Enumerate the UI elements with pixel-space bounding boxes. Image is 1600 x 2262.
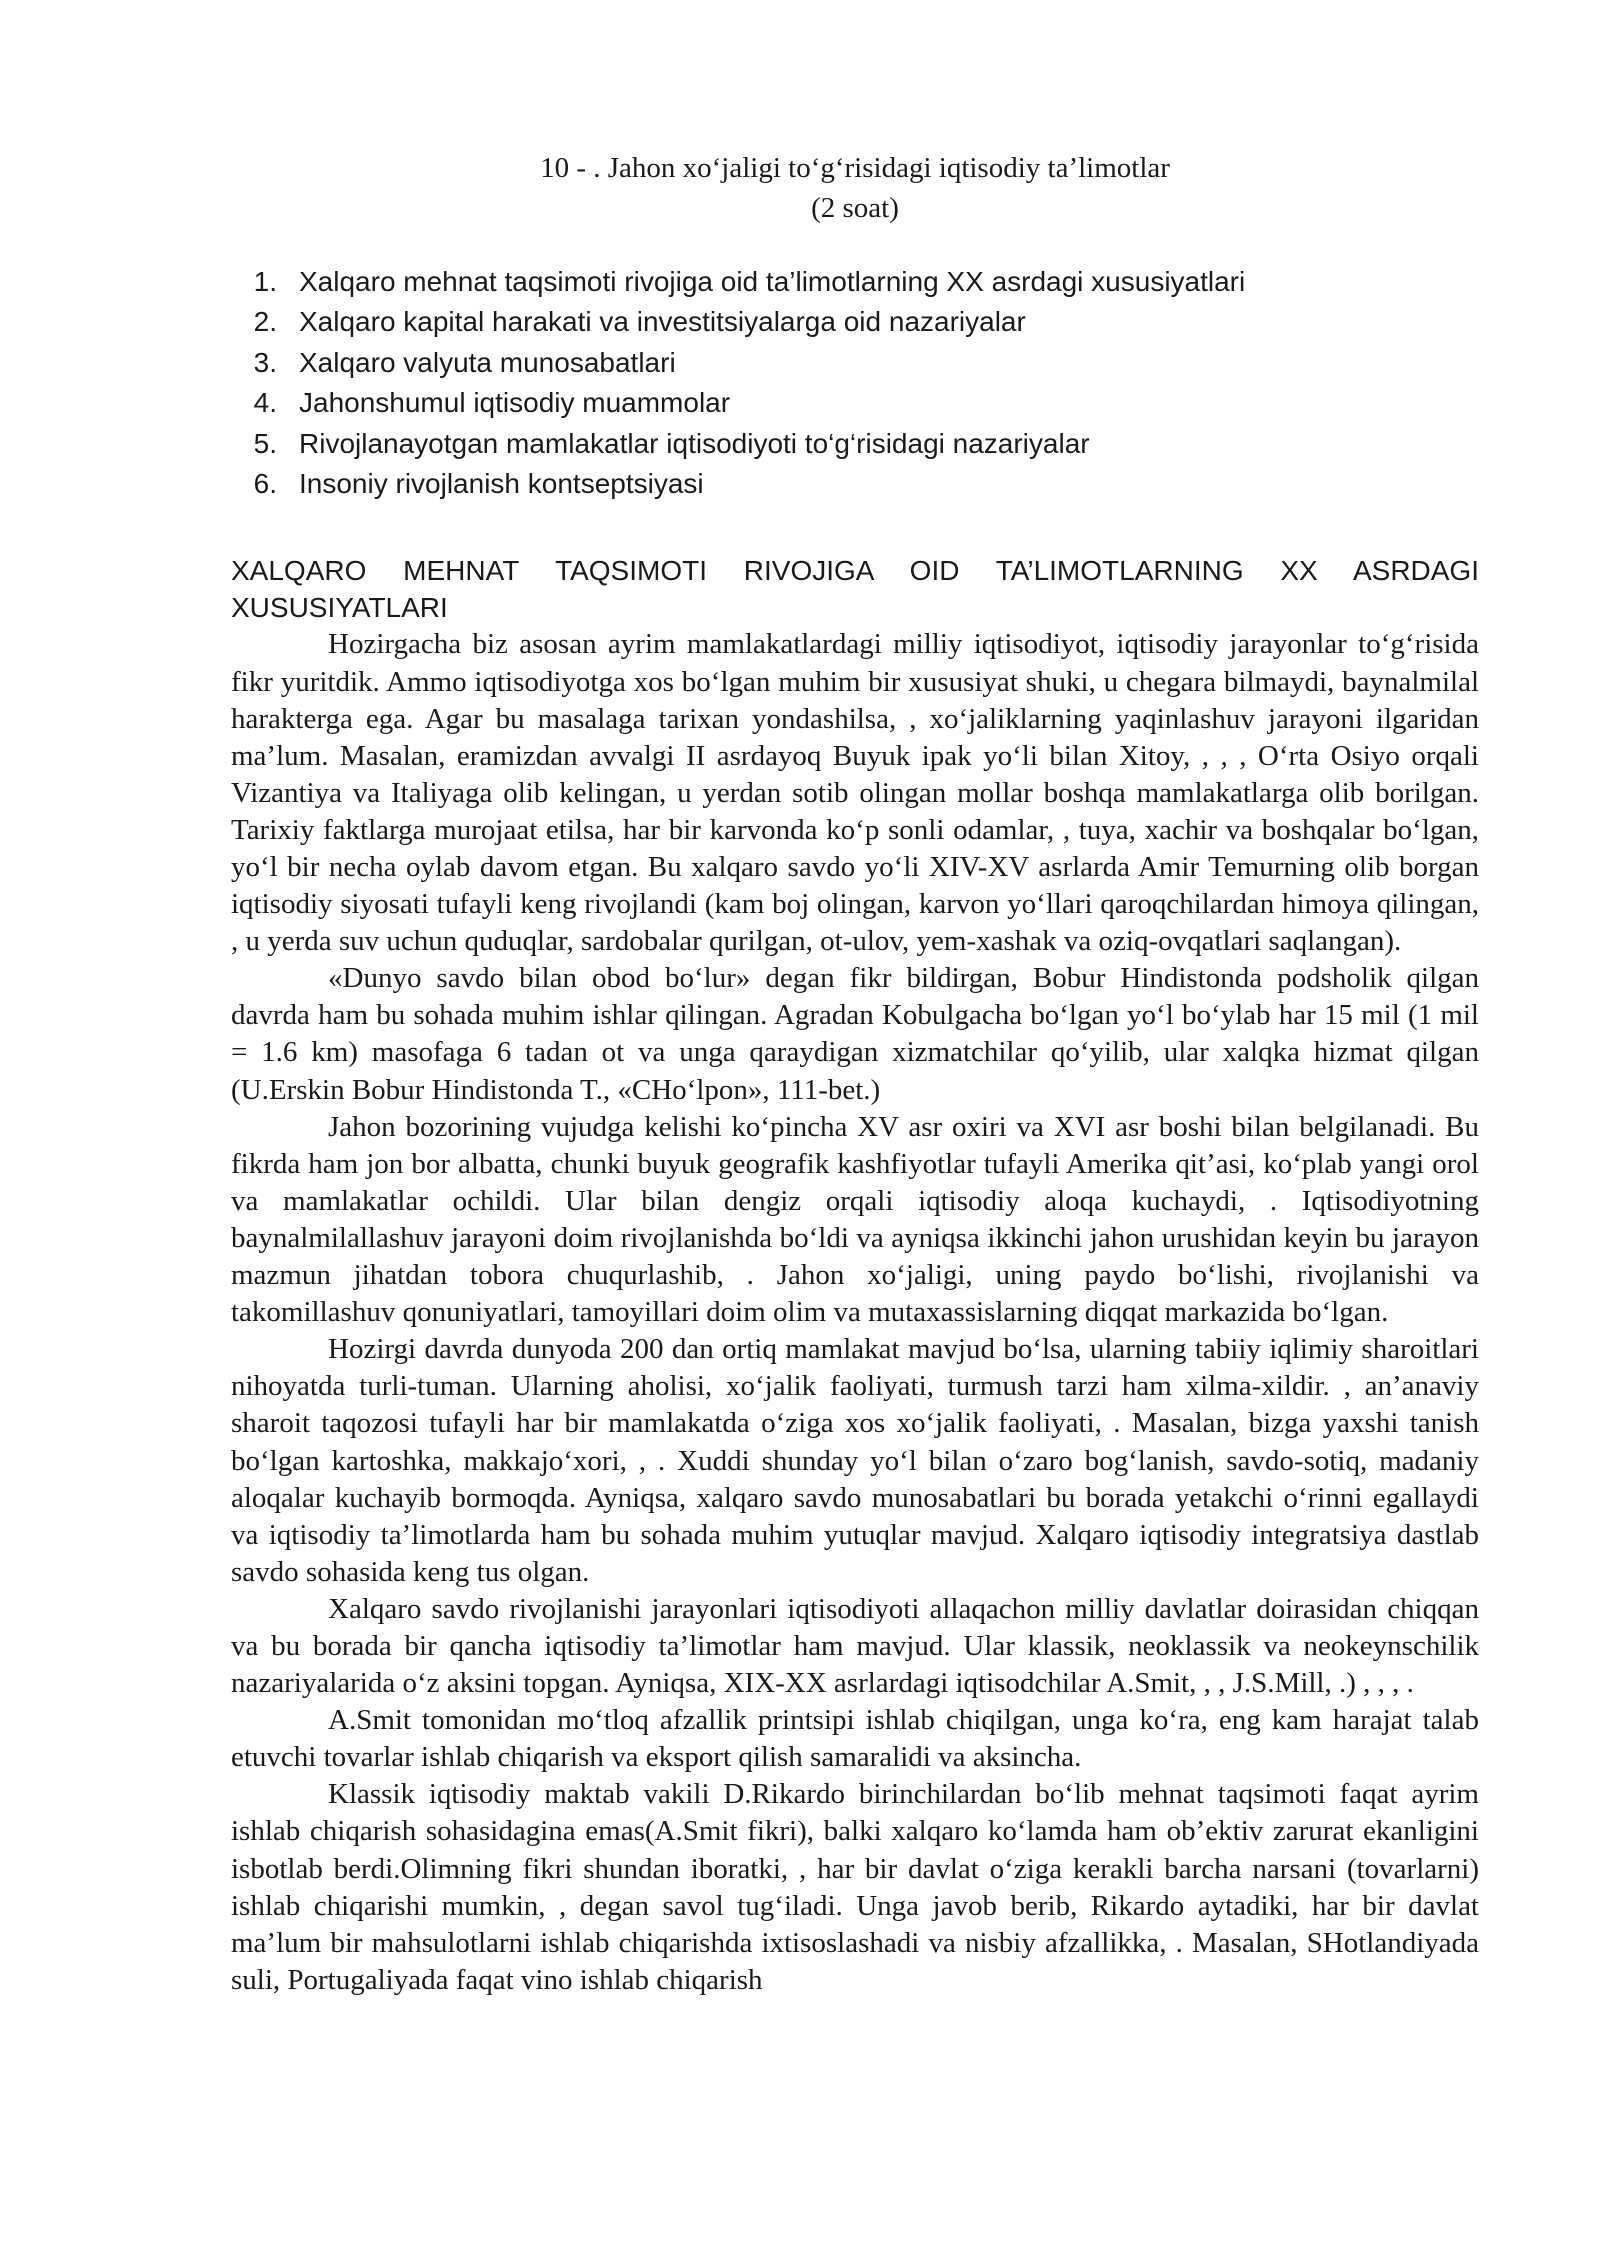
topic-list-item [231,262,1479,302]
topic-label: Xalqaro kapital harakati va investitsiyalarga oid nazariyalar [299,306,1026,338]
document-page [231,148,1479,1999]
document-subtitle: (2 soat) [811,192,899,224]
topic-label: Xalqaro valyuta munosabatlari [299,346,676,378]
body-paragraph: Hozirgacha biz asosan ayrim mamlakatlardagi milliy iqtisodiyot, iqtisodiy jarayonlar to‘g‘risida fikr yuritdik. Ammo iqtisodiyotga xos bo‘lgan muhim bir xususiyat shuki, u chegara bilmaydi, baynalmilal harakterga ega. Agar bu masalaga tarixan yondashilsa, , xo‘jaliklarning yaqinlashuv jarayoni ilgaridan ma’lum. Masalan, eramizdan avvalgi II asrdayoq Buyuk ipak yo‘li bilan Xitoy, , , , O‘rta Osiyo orqali Vizantiya va Italiyaga olib kelingan, u yerdan sotib olingan mollar boshqa mamlakatlarga olib borilgan. Tarixiy faktlarga murojaat etilsa, har bir karvonda ko‘p sonli odamlar, , tuya, xachir va boshqalar bo‘lgan, yo‘l bir necha oylab davom etgan. Bu xalqaro savdo yo‘li XIV-XV asrlarda Amir Temurning olib borgan iqtisodiy siyosati tufayli keng rivojlandi (kam boj olingan, karvon yo‘llari qaroqchilardan himoya qilingan, , u yerda suv uchun quduqlar, sardobalar qurilgan, ot-ulov, yem-xashak va oziq-ovqatlari saqlangan). [231,628,1479,958]
body-paragraph: Jahon bozorining vujudga kelishi ko‘pincha XV asr oxiri va XVI asr boshi bilan belgilanadi. Bu fikrda ham jon bor albatta, chunki buyuk geografik kashfiyotlar tufayli Amerika qit’asi, ko‘plab yangi orol va mamlakatlar ochildi. Ular bilan dengiz orqali iqtisodiy aloqa kuchaydi, . Iqtisodiyotning baynalmilallashuv jarayoni doim rivojlanishda bo‘ldi va ayniqsa ikkinchi jahon urushidan keyin bu jarayon mazmun jihatdan tobora chuqurlashib, . Jahon xo‘jaligi, uning paydo bo‘lishi, rivojlanishi va takomillashuv qonuniyatlari, tamoyillari doim olim va mutaxassislarning diqqat markazida bo‘lgan. [231,1110,1479,1329]
topic-list-item [231,383,1479,423]
topic-number: 6. [253,468,277,500]
topic-number: 4. [253,387,277,419]
body-paragraph: A.Smit tomonidan mo‘tloq afzallik printsipi ishlab chiqilgan, unga ko‘ra, eng kam harajat talab etuvchi tovarlar ishlab chiqarish va eksport qilish samaralidi va aksincha. [231,1704,1479,1774]
topic-list-item [231,424,1479,464]
document-title: 10 - . Jahon xo‘jaligi to‘g‘risidagi iqtisodiy ta’limotlar [540,152,1170,184]
section-heading: XALQARO MEHNAT TAQSIMOTI RIVOJIGA OID TA’LIMOTLARNING XX ASRDAGI XUSUSIYATLARI [231,555,1479,624]
topic-list-item [231,343,1479,383]
topic-list-item [231,464,1479,504]
body-paragraph: Xalqaro savdo rivojlanishi jarayonlari iqtisodiyoti allaqachon milliy davlatlar doirasidan chiqqan va bu borada bir qancha iqtisodiy ta’limotlar ham mavjud. Ular klassik, neoklassik va neokeynschilik nazariyalarida o‘z aksini topgan. Ayniqsa, XIX-XX asrlardagi iqtisodchilar A.Smit, , , J.S.Mill, .) , , , . [231,1592,1479,1700]
body-paragraph: «Dunyo savdo bilan obod bo‘lur» degan fikr bildirgan, Bobur Hindistonda podsholik qilgan davrda ham bu sohada muhim ishlar qilingan. Agradan Kobulgacha bo‘lgan yo‘l bo‘ylab har 15 mil (1 mil = 1.6 km) masofaga 6 tadan ot va unga qaraydigan xizmatchilar qo‘yilib, ular xalqka hizmat qilgan (U.Erskin Bobur Hindistonda T., «CHo‘lpon», 111-bet.) [231,962,1479,1106]
topic-list-item [231,302,1479,342]
topic-list [231,262,1479,504]
topic-label: Insoniy rivojlanish kontseptsiyasi [299,468,704,500]
topic-label: Xalqaro mehnat taqsimoti rivojiga oid ta’limotlarning XX asrdagi xususiyatlari [299,266,1246,297]
topic-label: Jahonshumul iqtisodiy muammolar [299,387,731,419]
topic-number: 1. [253,266,277,297]
topic-number: 2. [253,306,277,338]
topic-number: 3. [253,346,277,378]
body-paragraph: Hozirgi davrda dunyoda 200 dan ortiq mamlakat mavjud bo‘lsa, ularning tabiiy iqlimiy sharoitlari nihoyatda turli-tuman. Ularning aholisi, xo‘jalik faoliyati, turmush tarzi ham xilma-xildir. , an’anaviy sharoit taqozosi tufayli har bir mamlakatda o‘ziga xos xo‘jalik faoliyati, . Masalan, bizga yaxshi tanish bo‘lgan kartoshka, makkajo‘xori, , . Xuddi shunday yo‘l bilan o‘zaro bog‘lanish, savdo-sotiq, madaniy aloqalar kuchayib bormoqda. Ayniqsa, xalqaro savdo munosabatlari bu borada yetakchi o‘rinni egallaydi va iqtisodiy ta’limotlarda ham bu sohada muhim yutuqlar mavjud. Xalqaro iqtisodiy integratsiya dastlab savdo sohasida keng tus olgan. [231,1333,1479,1588]
body-paragraph: Klassik iqtisodiy maktab vakili D.Rikardo birinchilardan bo‘lib mehnat taqsimoti faqat ayrim ishlab chiqarish sohasidagina emas(A.Smit fikri), balki xalqaro ko‘lamda ham ob’ektiv zarurat ekanligini isbotlab berdi.Olimning fikri shundan iboratki, , har bir davlat o‘ziga kerakli barcha narsani (tovarlarni) ishlab chiqarishi mumkin, , degan savol tug‘iladi. Unga javob berib, Rikardo aytadiki, har bir davlat ma’lum bir mahsulotlarni ishlab chiqarishda ixtisoslashadi va nisbiy afzallikka, . Masalan, SHotlandiyada suli, Portugaliyada faqat vino ishlab chiqarish [231,1778,1479,1996]
topic-number: 5. [253,427,277,459]
topic-label: Rivojlanayotgan mamlakatlar iqtisodiyoti to‘g‘risidagi nazariyalar [299,427,1090,459]
